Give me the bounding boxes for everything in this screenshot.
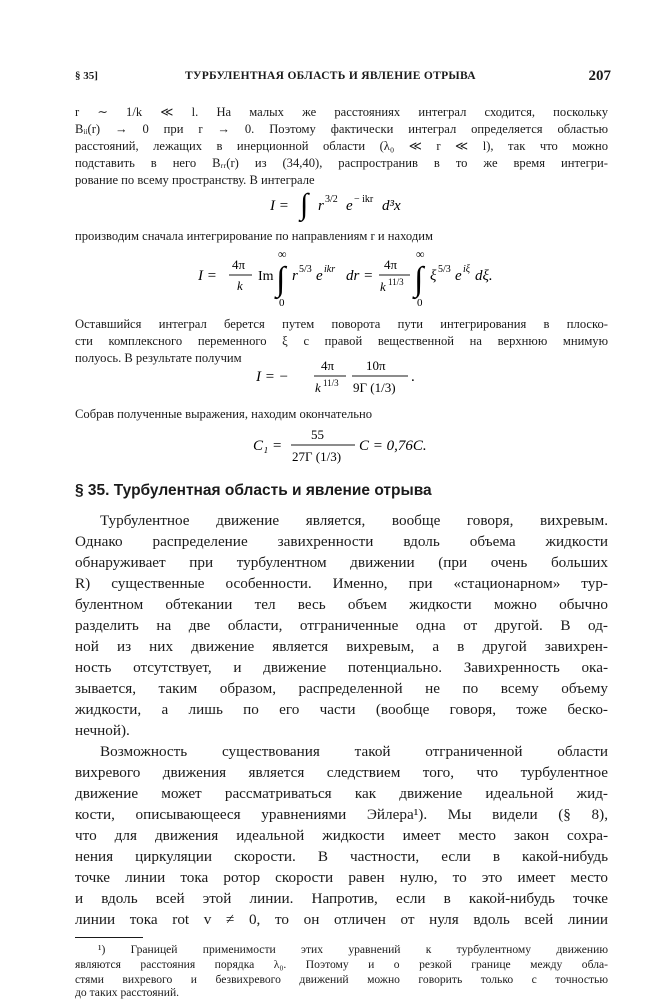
text-line: жидкости, а лишь по его части (вообще говоря, тоже беско- (75, 701, 608, 718)
imaginary-part-operator: Im (258, 269, 274, 284)
denominator-exponent: 11/3 (323, 378, 339, 388)
formula-exponent: 3/2 (325, 194, 338, 205)
fraction-numerator: 55 (311, 427, 324, 442)
formula-exponent: 5/3 (438, 264, 451, 275)
text-line: Оставшийся интеграл берется путем поворота пути интегрирования в плоско- (75, 317, 608, 331)
exp-base: e (455, 268, 462, 284)
fraction-numerator: 4π (321, 358, 335, 373)
formula-exponent: iξ (463, 264, 471, 275)
formula-final-constant (253, 424, 453, 468)
text-line: r ∼ 1/k ≪ l. На малых же расстояниях интеграл сходится, поскольку (75, 105, 608, 119)
text-line: Турбулентное движение является, вообще говоря, вихревым. (100, 512, 608, 529)
text-line: ность отсутствует, и движение потенциально. Завихренность ока- (75, 659, 608, 676)
formula-integrand: r (318, 198, 324, 214)
lower-limit: 0 (417, 297, 423, 309)
text-line: обнаруживает при турбулентном движении (при очень больших (75, 554, 608, 571)
formula-exponent: ikr (324, 264, 336, 275)
fraction-denominator: k (237, 278, 243, 293)
text-line: сти комплексного переменного ξ с правой вещественной на верхнюю мнимую (75, 334, 608, 348)
exp-base: e (316, 268, 323, 284)
text-line: ной из них движение является вихревым, а в другой завихрен- (75, 638, 608, 655)
text-line: Возможность существования такой отграниченной области (100, 743, 608, 760)
text-line: нечной). (75, 722, 130, 739)
text-line: линии тока rot v ≠ 0, то он отличен от нуля вдоль всей линии (75, 911, 608, 928)
section-heading: § 35. Турбулентная область и явление отрыва (75, 482, 432, 499)
fraction-numerator: 4π (232, 257, 246, 272)
formula-lhs: I = (198, 268, 217, 284)
formula-remaining-integral (256, 357, 426, 403)
formula-tail: d³x (382, 198, 401, 214)
text-line: вихревого движения является следствием того, что турбулентное (75, 764, 608, 781)
text-line: кости, описывающееся уравнениями Эйлера¹). Мы видели (§ 8), (75, 806, 608, 823)
fraction-numerator: 4π (384, 257, 398, 272)
text-line: точке линии тока ротор скорости равен нулю, то это имеет место (75, 869, 608, 886)
formula-integrand: r (292, 268, 298, 284)
formula-integral-result (198, 246, 518, 310)
fraction-numerator: 10π (366, 358, 386, 373)
running-header (75, 68, 611, 88)
footnote-rule (75, 937, 143, 938)
formula-tail: . (411, 369, 415, 385)
text-line: подставить в него Bᵣᵣ(r) из (34,40), распространив в то же время интегри- (75, 156, 608, 170)
text-line: нения циркуляции скорости. В частности, если в какой-нибудь (75, 848, 608, 865)
denominator-exponent: 11/3 (388, 277, 404, 287)
text-line: Однако распределение завихренности вдоль объема жидкости (75, 533, 608, 550)
formula-rhs: C = 0,76C. (359, 438, 427, 454)
fraction-denominator: 27Γ (1/3) (292, 449, 342, 464)
formula-factor: e (346, 198, 353, 214)
footnote-line: до таких расстояний. (75, 986, 180, 999)
footnote-line: являются расстояния порядка λ₀. Поэтому и о резкой границе между обла- (75, 958, 608, 971)
page-number: 207 (588, 68, 611, 84)
formula-differential: dr = (346, 268, 374, 284)
fraction-denominator: k (315, 380, 321, 395)
integral-sign-icon: ∫ (300, 188, 309, 221)
upper-limit: ∞ (416, 247, 425, 261)
text-line: булентном обтекании тел весь объем жидкости можно обычно (75, 596, 608, 613)
header-title: ТУРБУЛЕНТНАЯ ОБЛАСТЬ И ЯВЛЕНИЕ ОТРЫВА (185, 70, 476, 82)
footnote-line: стями вихревого и безвихревого движений можно говорить только с точностью (75, 973, 608, 986)
text-line: Собрав полученные выражения, находим окончательно (75, 407, 373, 421)
formula-lhs: C₁ = (253, 438, 283, 454)
text-line: зывается, таким образом, распределенной не по всему объему (75, 680, 608, 697)
text-line: движение может рассматриваться как движение идеальной жид- (75, 785, 608, 802)
text-line: полуось. В результате получим (75, 351, 242, 365)
formula-integrand: ξ (430, 268, 437, 284)
upper-limit: ∞ (278, 247, 287, 261)
text-line: разделить на две области, отграниченные одна от другой. В од- (75, 617, 608, 634)
fraction-denominator: 9Γ (1/3) (353, 380, 396, 395)
integral-sign-icon: ∫ (276, 261, 286, 298)
text-line: и вдоль всей этой линии. Напротив, если в какой-нибудь точке (75, 890, 608, 907)
text-line: R) существенные особенности. Именно, при «стационарном» тур- (75, 575, 608, 592)
formula-exponent: 5/3 (299, 264, 312, 275)
formula-lhs: I = (270, 198, 289, 214)
formula-integral-definition (270, 186, 420, 224)
formula-lhs: I = − (256, 369, 289, 385)
integral-sign-icon: ∫ (414, 261, 424, 298)
lower-limit: 0 (279, 297, 285, 309)
text-line: Bᵢᵢ(r) → 0 при r → 0. Поэтому фактически интеграл определяется областью (75, 122, 608, 136)
text-line: рование по всему пространству. В интеграле (75, 173, 315, 187)
footnote-line: ¹) Границей применимости этих уравнений к турбулентному движению (98, 943, 608, 956)
text-line: расстояний, лежащих в инерционной области (λ₀ ≪ r ≪ l), так что можно (75, 139, 608, 153)
text-line: производим сначала интегрирование по направлениям r и находим (75, 229, 433, 243)
fraction-denominator: k (380, 279, 386, 294)
formula-tail: dξ. (475, 268, 493, 284)
text-line: что для движения идеальной жидкости имеет место закон сохра- (75, 827, 608, 844)
formula-factor-exponent: − ikr (354, 194, 374, 205)
header-section-ref: § 35] (75, 70, 98, 82)
